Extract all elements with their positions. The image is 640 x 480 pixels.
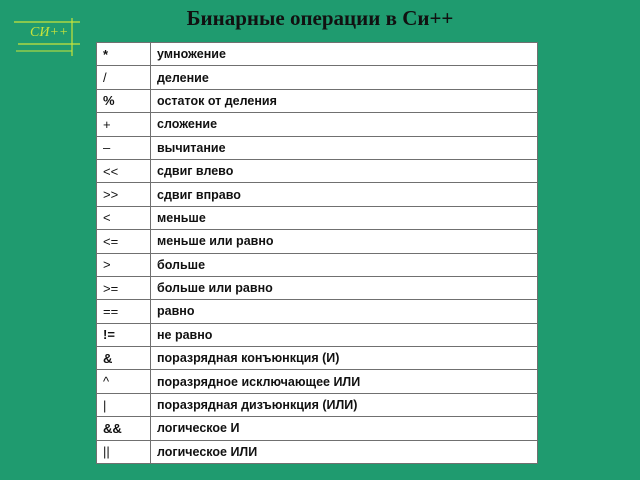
operator-cell: == xyxy=(97,300,151,323)
description-cell: деление xyxy=(151,66,538,89)
table-row xyxy=(97,159,538,182)
description-cell: не равно xyxy=(151,323,538,346)
table-row xyxy=(97,253,538,276)
title-text: Бинарные операции в xyxy=(186,6,403,30)
table-row xyxy=(97,136,538,159)
operator-cell: / xyxy=(97,66,151,89)
description-cell: логическое И xyxy=(151,417,538,440)
operations-table xyxy=(96,42,538,464)
operator-cell: != xyxy=(97,323,151,346)
operator-cell: || xyxy=(97,440,151,463)
operator-cell: % xyxy=(97,89,151,112)
table-row xyxy=(97,300,538,323)
operator-cell: < xyxy=(97,206,151,229)
description-cell: сдвиг вправо xyxy=(151,183,538,206)
operator-cell: << xyxy=(97,159,151,182)
description-cell: больше xyxy=(151,253,538,276)
table-row xyxy=(97,440,538,463)
description-cell: умножение xyxy=(151,43,538,66)
description-cell: меньше xyxy=(151,206,538,229)
table-row xyxy=(97,393,538,416)
description-cell: сложение xyxy=(151,113,538,136)
operator-cell: > xyxy=(97,253,151,276)
description-cell: остаток от деления xyxy=(151,89,538,112)
operator-cell: <= xyxy=(97,230,151,253)
table-row xyxy=(97,347,538,370)
table-row xyxy=(97,206,538,229)
description-cell: сдвиг влево xyxy=(151,159,538,182)
description-cell: поразрядное исключающее ИЛИ xyxy=(151,370,538,393)
table-row xyxy=(97,43,538,66)
operator-cell: >> xyxy=(97,183,151,206)
table-row xyxy=(97,89,538,112)
operations-table-body xyxy=(97,43,538,464)
description-cell: равно xyxy=(151,300,538,323)
operator-cell: ^ xyxy=(97,370,151,393)
operator-cell: | xyxy=(97,393,151,416)
table-row xyxy=(97,370,538,393)
operator-cell: & xyxy=(97,347,151,370)
operator-cell: + xyxy=(97,113,151,136)
table-row xyxy=(97,183,538,206)
table-row xyxy=(97,230,538,253)
operator-cell: – xyxy=(97,136,151,159)
description-cell: больше или равно xyxy=(151,276,538,299)
operator-cell: && xyxy=(97,417,151,440)
description-cell: вычитание xyxy=(151,136,538,159)
table-row xyxy=(97,417,538,440)
description-cell: меньше или равно xyxy=(151,230,538,253)
description-cell: поразрядная дизъюнкция (ИЛИ) xyxy=(151,393,538,416)
operator-cell: * xyxy=(97,43,151,66)
description-cell: логическое ИЛИ xyxy=(151,440,538,463)
page-title xyxy=(0,6,640,31)
table-row xyxy=(97,276,538,299)
table-row xyxy=(97,66,538,89)
description-cell: поразрядная конъюнкция (И) xyxy=(151,347,538,370)
title-language: Си++ xyxy=(402,6,454,30)
operator-cell: >= xyxy=(97,276,151,299)
table-row xyxy=(97,323,538,346)
logo-text: СИ++ xyxy=(30,25,69,40)
table-row xyxy=(97,113,538,136)
